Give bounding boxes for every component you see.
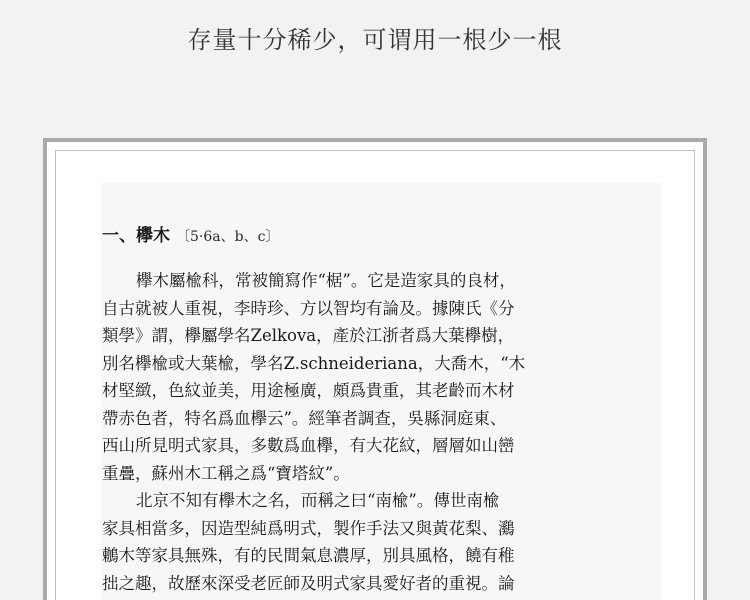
text-line: 別名欅楡或大葉楡，學名Z.schneideriana，大喬木，“木 xyxy=(102,353,526,373)
text-line: 自古就被人重視，李時珍、方以智均有論及。據陳氏《分 xyxy=(102,298,515,318)
section-title: 欅木 xyxy=(136,226,170,246)
text-line: 拙之趣，故歷來深受老匠師及明式家具愛好者的重視。論 xyxy=(102,573,515,593)
text-line: 家具相當多，因造型純爲明式，製作手法又與黃花梨、鸂 xyxy=(102,518,515,538)
text-line: 類學》謂，欅屬學名Zelkova，產於江浙者爲大葉欅樹， xyxy=(102,326,515,345)
image-frame xyxy=(43,138,707,600)
text-line: 欅木屬楡科，常被簡寫作“椐”。它是造家具的良材， xyxy=(136,271,516,290)
section-heading xyxy=(102,221,279,246)
figure-reference: 〔5·6a、b、c〕 xyxy=(176,229,280,245)
text-line: 西山所見明式家具，多數爲血欅，有大花紋，層層如山巒 xyxy=(102,436,515,455)
section-number: 一、 xyxy=(102,226,136,246)
headline: 存量十分稀少，可谓用一根少一根 xyxy=(187,26,563,54)
text-line: 材堅緻，色紋並美，用途極廣，頗爲貴重，其老齡而木材 xyxy=(102,381,515,400)
text-line: 重疊，蘇州木工稱之爲“寶塔紋”。 xyxy=(102,463,350,483)
text-line: 帶赤色者，特名爲血欅云”。經筆者調查，吳縣洞庭東、 xyxy=(102,408,507,428)
image-inner-border xyxy=(55,150,695,600)
text-line: 北京不知有欅木之名，而稱之曰“南楡”。傳世南楡 xyxy=(136,491,500,510)
text-line: 鶒木等家具無殊，有的民間氣息濃厚，別具風格，饒有稚 xyxy=(102,546,515,565)
body-text xyxy=(102,267,580,597)
